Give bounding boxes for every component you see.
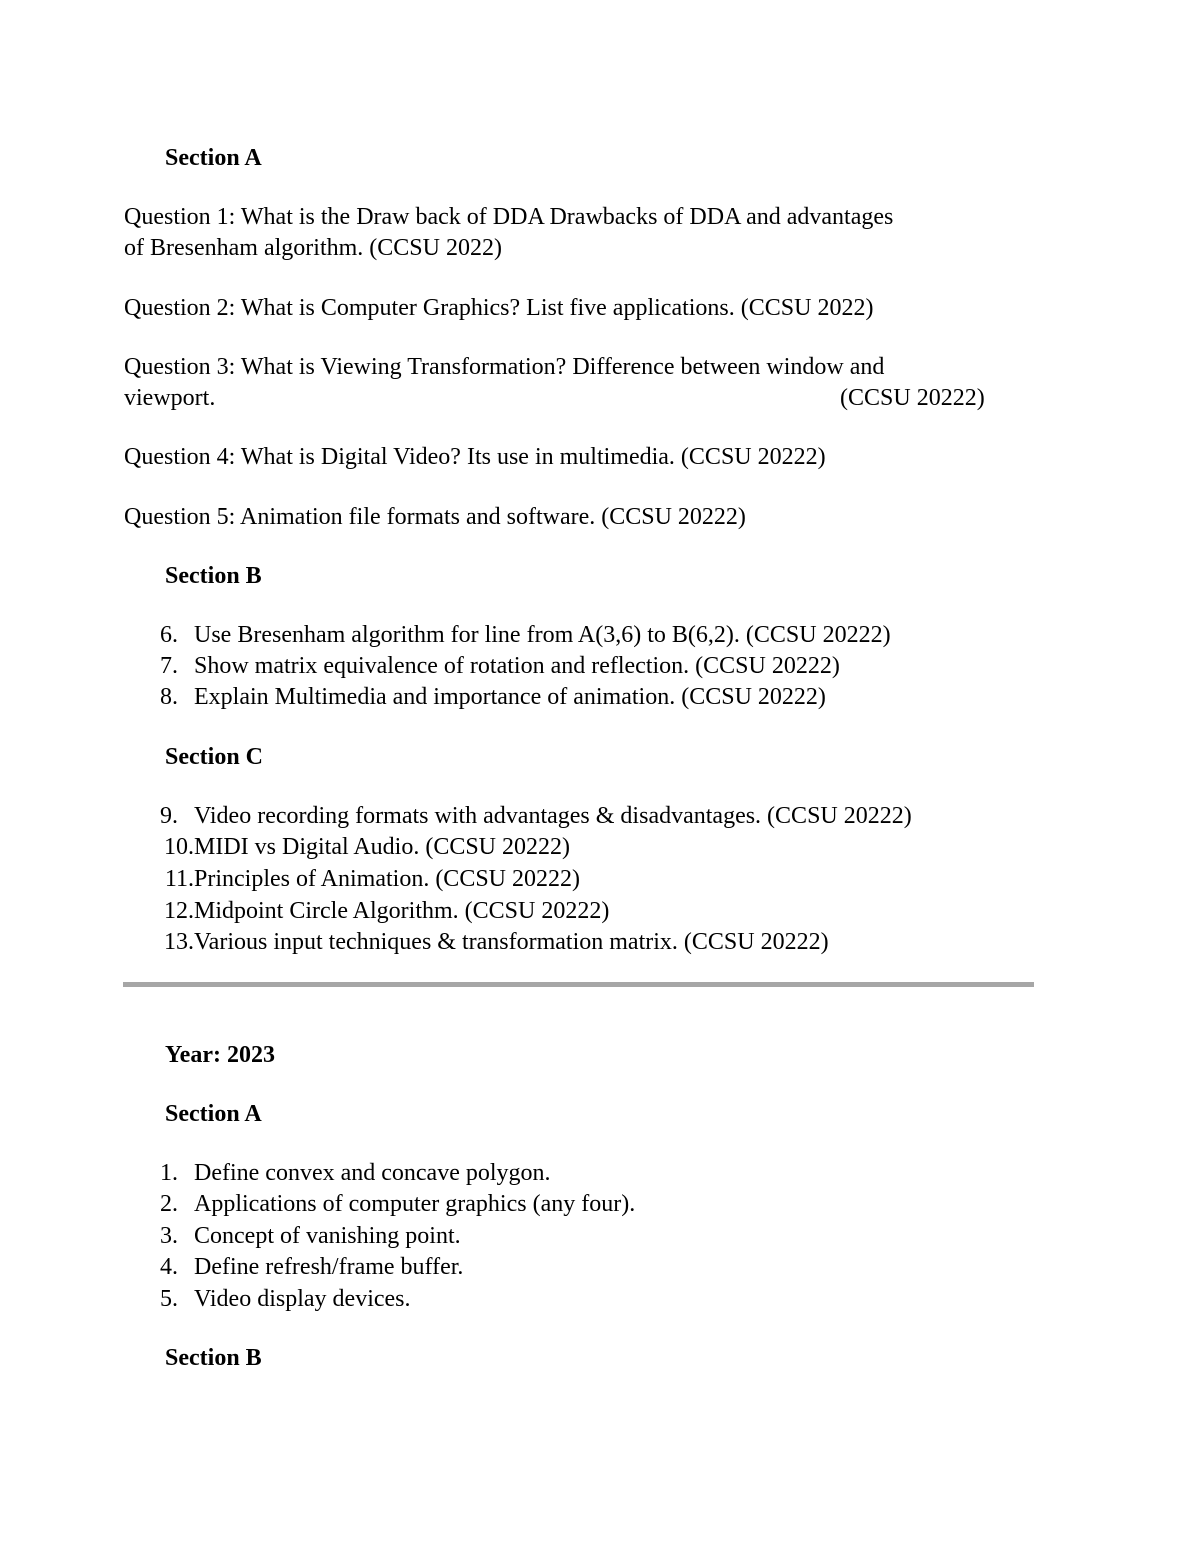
section-b-heading: Section B	[165, 1345, 262, 1371]
list-item-text: Show matrix equivalence of rotation and reflection. (CCSU 20222)	[194, 653, 840, 679]
list-item-number: 5.	[160, 1286, 178, 1312]
list-item-text: Concept of vanishing point.	[194, 1223, 461, 1249]
section-b-heading: Section B	[165, 563, 262, 589]
list-item-text: Use Bresenham algorithm for line from A(3,6) to B(6,2). (CCSU 20222)	[194, 622, 891, 648]
list-item-number: 13.	[164, 929, 194, 955]
list-item-number: 2.	[160, 1191, 178, 1217]
list-item-number: 12.	[164, 898, 194, 924]
list-item-text: Various input techniques & transformation matrix. (CCSU 20222)	[194, 929, 829, 955]
question-3-line-2: viewport.	[124, 385, 216, 411]
list-item-text: Define refresh/frame buffer.	[194, 1254, 464, 1280]
list-item-text: Explain Multimedia and importance of animation. (CCSU 20222)	[194, 684, 826, 710]
list-item-number: 9.	[160, 803, 178, 829]
question-5: Question 5: Animation file formats and software. (CCSU 20222)	[124, 504, 746, 530]
list-item-number: 11.	[164, 866, 194, 892]
list-item-number: 10.	[164, 834, 194, 860]
section-a-heading: Section A	[165, 1101, 262, 1127]
question-3-citation: (CCSU 20222)	[840, 385, 985, 411]
list-item-number: 6.	[160, 622, 178, 648]
list-item-number: 4.	[160, 1254, 178, 1280]
list-item-number: 3.	[160, 1223, 178, 1249]
list-item-text: MIDI vs Digital Audio. (CCSU 20222)	[194, 834, 571, 860]
question-1-line-1: Question 1: What is the Draw back of DDA Drawbacks of DDA and advantages	[124, 204, 894, 230]
list-item-text: Video recording formats with advantages & disadvantages. (CCSU 20222)	[194, 803, 912, 829]
list-item-text: Define convex and concave polygon.	[194, 1160, 551, 1186]
section-a-heading: Section A	[165, 145, 262, 171]
list-item-text: Midpoint Circle Algorithm. (CCSU 20222)	[194, 898, 610, 924]
list-item-number: 8.	[160, 684, 178, 710]
year-heading: Year: 2023	[165, 1042, 275, 1068]
question-1-line-2: of Bresenham algorithm. (CCSU 2022)	[124, 235, 502, 261]
list-item-text: Applications of computer graphics (any four).	[194, 1191, 636, 1217]
question-4: Question 4: What is Digital Video? Its use in multimedia. (CCSU 20222)	[124, 444, 826, 470]
question-2: Question 2: What is Computer Graphics? List five applications. (CCSU 2022)	[124, 295, 874, 321]
section-c-heading: Section C	[165, 744, 263, 770]
question-3-line-1: Question 3: What is Viewing Transformation? Difference between window and	[124, 354, 885, 380]
list-item-number: 1.	[160, 1160, 178, 1186]
list-item-text: Video display devices.	[194, 1286, 411, 1312]
list-item-text: Principles of Animation. (CCSU 20222)	[194, 866, 580, 892]
list-item-number: 7.	[160, 653, 178, 679]
horizontal-divider	[123, 982, 1034, 987]
